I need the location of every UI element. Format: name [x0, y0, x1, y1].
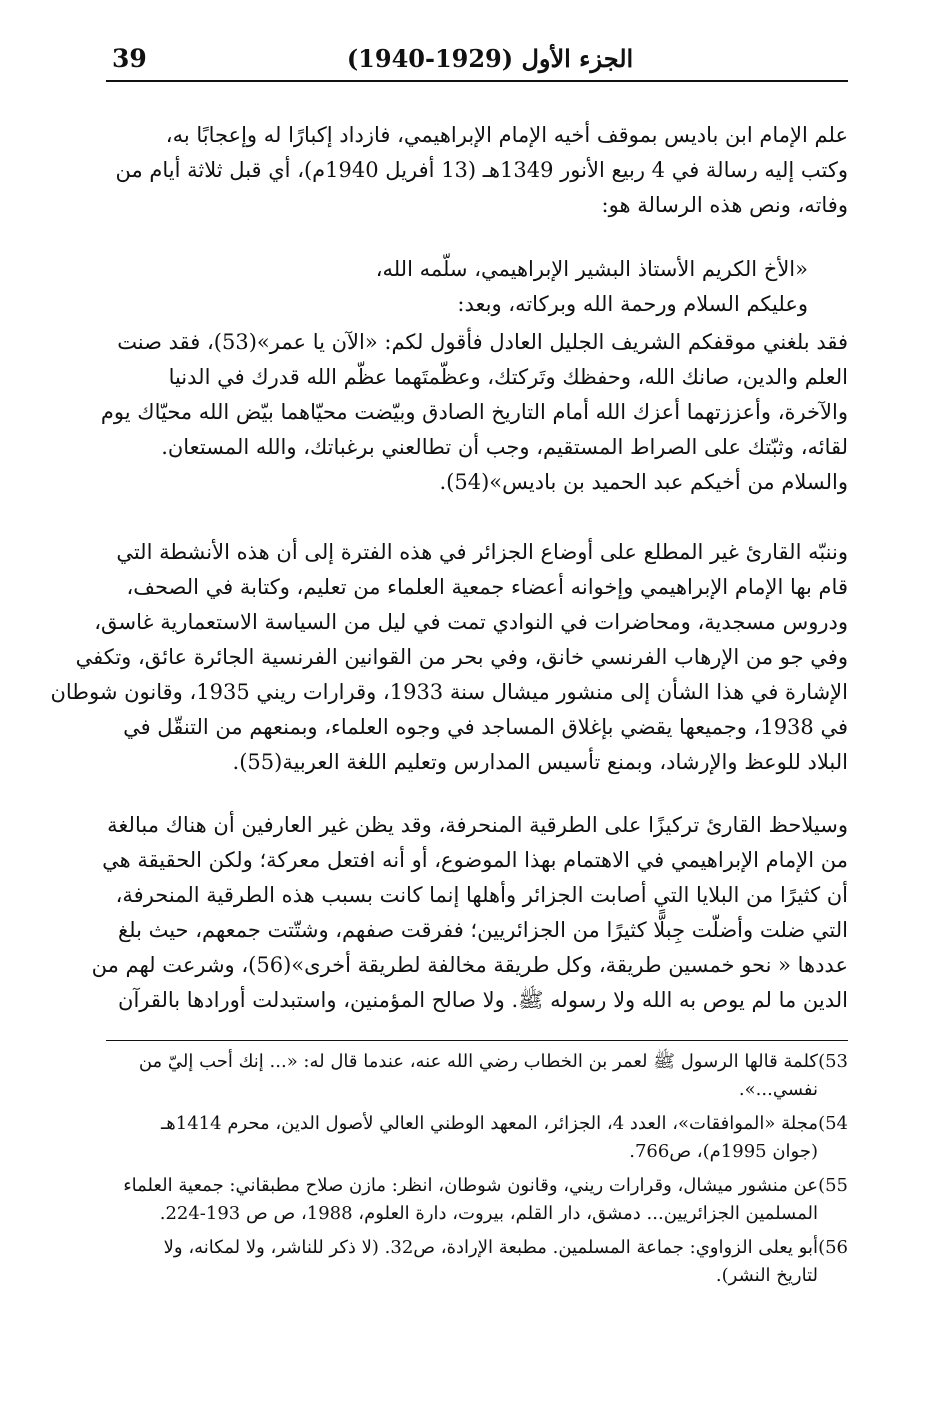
text-line: وكتب إليه رسالة في 4 ربيع الأنور 1349هـ (13 أفريل 1940م)، أي قبل ثلاثة أيام من — [115, 158, 848, 182]
text-line: وفاته، ونص هذه الرسالة هو: — [601, 193, 848, 217]
footnote-number: 54) — [818, 1113, 848, 1134]
footnote-text: نفسي...». — [738, 1079, 818, 1100]
text-line: العلم والدين، صانك الله، وحفظك وتَركتك، وعظّمتَهما عظّم الله قدرك في الدنيا — [168, 365, 848, 389]
text-line: الدين ما لم يوص به الله ولا رسوله ﷺ. ولا صالح المؤمنين، واستبدلت أورادها بالقرآن — [118, 988, 848, 1012]
text-line: وعليكم السلام ورحمة الله وبركاته، وبعد: — [457, 292, 808, 316]
footnote-number: 53) — [818, 1051, 848, 1072]
text-line: في 1938، وجميعها يقضي بإغلاق المساجد في وجوه العلماء، وبمنعهم من التنقّل في — [123, 715, 848, 739]
text-line: البلاد للوعظ والإرشاد، وبمنع تأسيس المدارس وتعليم اللغة العربية(55). — [232, 750, 848, 774]
letter-salutation — [106, 252, 848, 322]
footnote-text: (جوان 1995م)، ص766. — [629, 1141, 818, 1162]
paragraph-tariqa — [91, 808, 848, 1018]
footnote — [106, 1234, 848, 1290]
text-line: فقد بلغني موقفكم الشريف الجليل العادل فأقول لكم: «الآن يا عمر»(53)، فقد صنت — [117, 330, 848, 354]
running-head: الجزء الأول (1929-1940) — [346, 44, 634, 73]
text-line: أن كثيرًا من البلايا التي أصابت الجزائر وأهلها إنما كانت بسبب هذه الطرقية المنحرفة، — [115, 883, 848, 907]
paragraph-context — [50, 535, 848, 780]
text-line: وننبّه القارئ غير المطلع على أوضاع الجزائر في هذه الفترة إلى أن هذه الأنشطة التي — [116, 540, 848, 564]
text-line: لقائه، وثبّتك على الصراط المستقيم، وجب أن تطالعني برغباتك، والله المستعان. — [161, 435, 848, 459]
text-line: الإشارة في هذا الشأن إلى منشور ميشال سنة 1933، وقرارات ريني 1935، وقانون شوطان — [50, 680, 848, 704]
footnote — [106, 1110, 848, 1166]
text-line: وفي جو من الإرهاب الفرنسي خانق، وفي بحر من القوانين الفرنسية الجائرة عائق، وتكفي — [75, 645, 848, 669]
header-rule — [106, 80, 848, 82]
text-line: «الأخ الكريم الأستاذ البشير الإبراهيمي، سلّمه الله، — [375, 257, 808, 281]
text-line: علم الإمام ابن باديس بموقف أخيه الإمام الإبراهيمي، فازداد إكبارًا له وإعجابًا به، — [165, 123, 848, 147]
text-line: عددها « نحو خمسين طريقة، وكل طريقة مخالفة لطريقة أخرى»(56)، وشرعت لهم من — [91, 953, 848, 977]
text-line: والسلام من أخيكم عبد الحميد بن باديس»(54). — [439, 470, 848, 494]
footnote-text: كلمة قالها الرسول ﷺ لعمر بن الخطاب رضي الله عنه، عندما قال له: «... إنك أحب إليّ من — [138, 1051, 818, 1072]
footnote-text: أبو يعلى الزواوي: جماعة المسلمين. مطبعة الإرادة، ص32. (لا ذكر للناشر، ولا لمكانه، ولا — [163, 1237, 818, 1258]
footnote — [106, 1172, 848, 1228]
footnote — [106, 1048, 848, 1104]
text-line: التي ضلت وأضلّت جِبلًّا كثيرًا من الجزائريين؛ ففرقت صفهم، وشتّتت جمعهم، حيث بلغ — [117, 918, 848, 942]
footnote-text: لتاريخ النشر). — [715, 1265, 818, 1286]
footnote-text: المسلمين الجزائريين... دمشق، دار القلم، بيروت، دارة العلوم، 1988، ص ص 193-224. — [159, 1203, 818, 1224]
footnote-text: مجلة «الموافقات»، العدد 4، الجزائر، المعهد الوطني العالي لأصول الدين، محرم 1414هـ — [161, 1113, 818, 1134]
footnote-text: عن منشور ميشال، وقرارات ريني، وقانون شوطان، انظر: مازن صلاح مطبقاني: جمعية العلماء — [123, 1175, 818, 1196]
text-line: قام بها الإمام الإبراهيمي وإخوانه أعضاء جمعية العلماء من تعليم، وكتابة في الصحف، — [126, 575, 848, 599]
page-number: 39 — [112, 44, 147, 73]
footnotes — [106, 1048, 848, 1296]
footnote-number: 55) — [818, 1175, 848, 1196]
text-line: ودروس مسجدية، ومحاضرات في النوادي تمت في ليل من السياسة الاستعمارية غاسق، — [94, 610, 848, 634]
paragraph-intro — [106, 118, 848, 223]
text-line: والآخرة، وأعززتهما أعزك الله أمام التاريخ الصادق وبيّضت محيّاهما بيّض الله محيّاك يوم — [100, 400, 848, 424]
letter-body — [100, 325, 848, 500]
footnote-number: 56) — [818, 1237, 848, 1258]
footnote-rule — [106, 1040, 848, 1041]
text-line: من الإمام الإبراهيمي في الاهتمام بهذا الموضوع، أو أنه افتعل معركة؛ ولكن الحقيقة هي — [102, 848, 848, 872]
text-line: وسيلاحظ القارئ تركيزًا على الطرقية المنحرفة، وقد يظن غير العارفين أن هناك مبالغة — [107, 813, 848, 837]
